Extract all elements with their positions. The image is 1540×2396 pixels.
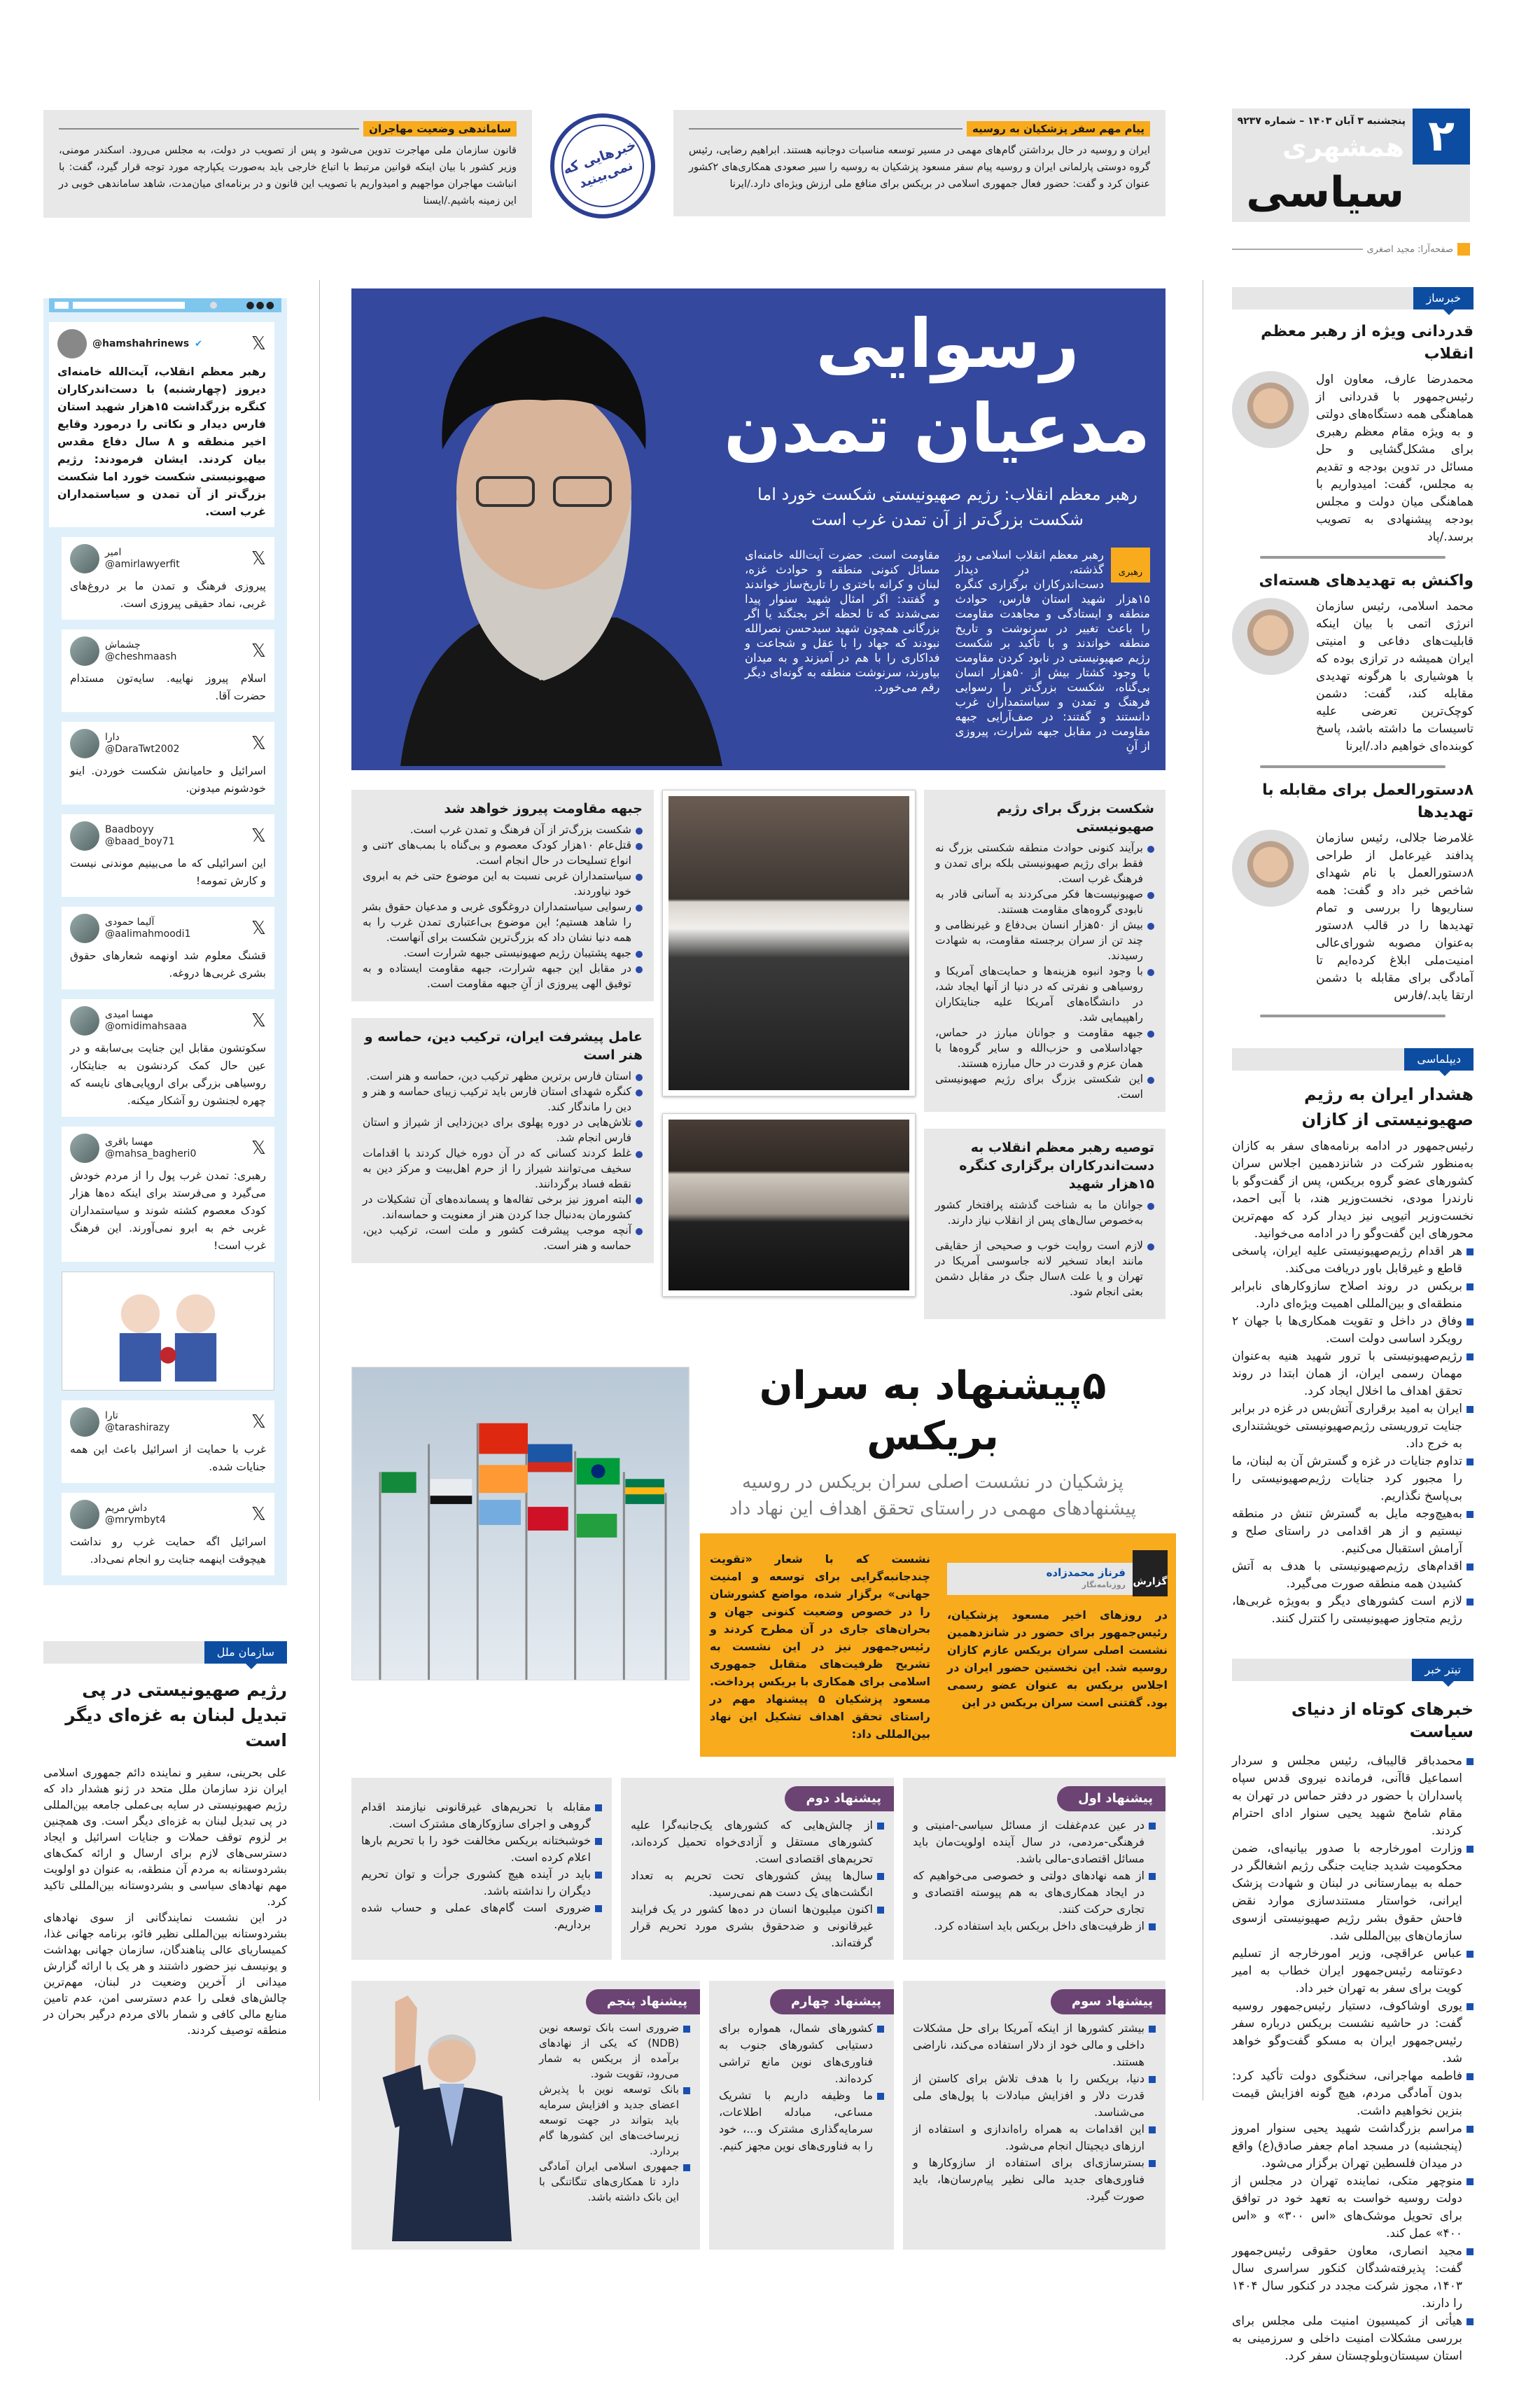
- byline: [1232, 242, 1470, 257]
- tweet-text: سکوتشون مقابل این جنایت بی‌سابقه و در عین حال کمک کردنشون به جنایتکار، روسیاهی بزرگی برای اروپایی‌های نایسه که چهره لجنشون رو آشکار میکنه.: [70, 1042, 266, 1107]
- left-column: [43, 288, 287, 2038]
- masthead: [1232, 109, 1470, 222]
- report-box: [700, 1533, 1176, 1757]
- leader-portrait: [351, 288, 729, 766]
- bullet-item: صهیونیست‌ها فکر می‌کردند به آسانی قادر به نابودی گروه‌های مقاومت هستند.: [935, 886, 1154, 917]
- tweet-handle: @omidimahsaaa: [105, 1021, 187, 1032]
- category-tag: رهبری: [1111, 548, 1150, 583]
- layout-credit: صفحه‌آرا: مجید اصغری: [1366, 244, 1453, 255]
- right-column: [1232, 287, 1474, 2396]
- section-tag: سازمان ملل: [204, 1641, 287, 1664]
- bullet-item: مراسم بزرگداشت شهید یحیی سنوار امروز (پنجشنبه) در مسجد امام جعفر صادق(ع) واقع در میدان فلسطین تهران برگزار می‌شود.: [1232, 2120, 1474, 2173]
- tweet[interactable]: [62, 1400, 274, 1483]
- x-logo-icon: 𝕏: [251, 333, 266, 354]
- bullet-item: رژیم‌صهیونیستی با ترور شهید هنیه به‌عنوان مهمان رسمی ایران، از همان ابتدا در روند تحقق اهداف ما اخلال ایجاد کرد.: [1232, 1348, 1474, 1400]
- tweet-name: امیر: [105, 547, 122, 558]
- bullet-item: استان فارس برترین مظهر ترکیب دین، حماسه و هنر است.: [363, 1068, 643, 1084]
- section-tag: خبرساز: [1413, 287, 1474, 309]
- bullet-item: وزارت امورخارجه با صدور بیانیه‌ای، ضمن محکومیت شدید جنایت جنگی رژیم اشغالگر در حمله به بیمارستانی در لبنان و شهادت پزشک ایرانی، خواستار مستندسازی موارد نقض فاحش حقوق بشر رژیم صهیونیستی ازسوی سازمان‌های بین‌المللی شد.: [1232, 1840, 1474, 1945]
- lead-subtitle: رهبر معظم انقلاب: رژیم صهیونیستی شکست خورد اما شکست بزرگ‌تر از آن تمدن غرب است: [757, 485, 1138, 529]
- bullet-item: اقدام‌های رژیم‌صهیونیستی با هدف به آتش کشیدن همه منطقه صورت می‌گیرد.: [1232, 1558, 1474, 1593]
- bullet-item: دنیا، بریکس را با هدف تلاش برای کاستن از قدرت دلار و افزایش مبادلات با پول‌های ملی می‌شناسد.: [913, 2070, 1156, 2121]
- avatar: [70, 1134, 99, 1163]
- proposal-5: [351, 1981, 700, 2250]
- tweet[interactable]: [62, 722, 274, 805]
- x-logo-icon: 𝕏: [251, 1412, 266, 1433]
- bullet-item: در عین عدم‌غفلت از مسائل سیاسی-امنیتی و فرهنگی-مردمی، در سال آینده اولویت‌مان باید مسائل اقتصادی-مالی باشد.: [913, 1817, 1156, 1867]
- bullet-item: از چالش‌هایی که کشورهای یک‌جانبه‌گرا علیه کشورهای مستقل و آزادی‌خواه تحمیل کرده‌اند، تحریم‌های اقتصادی است.: [631, 1817, 884, 1867]
- news-title: قدردانی ویژه از رهبر معظم انقلاب: [1261, 323, 1474, 363]
- tweet-name: مهسا باقری: [105, 1136, 153, 1148]
- bullet-item: فاطمه مهاجرانی، سخنگوی دولت تأکید کرد: بدون آمادگی مردم، هیچ گونه افزایش قیمت بنزین نخواهیم داشت.: [1232, 2068, 1474, 2120]
- news-item: [1232, 321, 1474, 559]
- news-title: خبرهای کوتاه از دنیای سیاست: [1291, 1699, 1474, 1741]
- box-resistance: [351, 790, 654, 1001]
- brics-section: [351, 1361, 1166, 1757]
- x-logo-icon: 𝕏: [251, 826, 266, 847]
- avatar: [70, 1407, 99, 1437]
- bullet-item: این اقدامات به همراه راه‌اندازی و استفاده از ارزهای دیجیتال انجام می‌شود.: [913, 2121, 1156, 2154]
- tweet-text: پیروزی فرهنگ و تمدن ما بر دروغ‌های غربی، نماد حقیقی پیروزی است.: [70, 580, 266, 610]
- tweet[interactable]: [62, 814, 274, 897]
- tweet-handle: @hamshahrinews: [92, 337, 190, 349]
- headline-line-1: رسوایی: [816, 305, 1079, 383]
- bullet-item: ضروری است بانک توسعه نوین (NDB) که یکی از نهادهای برآمده از بریکس به شمار می‌رود، تقویت شود.: [539, 2020, 690, 2082]
- tweet-handle: @DaraTwt2002: [105, 744, 180, 755]
- tweet-text: اسرائیل و حامیانش شکست خوردن. اینو خودشونم میدونن.: [70, 765, 266, 795]
- meeting-photo: [662, 790, 916, 1096]
- avatar: [70, 1006, 99, 1036]
- report-text-right: در روزهای اخیر مسعود پزشکیان، رئیس‌جمهور برای حضور در شانزدهمین نشست اصلی سران بریکس عازم کازان روسیه شد. این نخستین حضور ایران در اجلاس بریکس به عنوان عضو رسمی بود. گفتنی است سران بریکس در این: [947, 1608, 1168, 1709]
- tweet-main[interactable]: [49, 322, 274, 527]
- bullet-item: لازم است کشورهای دیگر و به‌ویژه غربی‌ها، رژیم متجاوز صهیونیستی را کنترل کنند.: [1232, 1593, 1474, 1628]
- proposals-row: [351, 1981, 1166, 2250]
- issue-date: پنجشنبه ۳ آبان ۱۴۰۳ – شماره ۹۲۳۷: [1237, 116, 1406, 127]
- khabarsaz-section: [1232, 287, 1474, 1017]
- news-item: [1232, 570, 1474, 768]
- bullet-item: تداوم جنایات در غزه و گسترش آن به لبنان، ما را مجبور کرد جنایات رژیم‌صهیونیستی را بی‌پاسخ نگذاریم.: [1232, 1453, 1474, 1505]
- diplomacy-section: [1232, 1048, 1474, 1628]
- bullet-item: بانک توسعه نوین با پذیرش اعضای جدید و افزایش سرمایه باید بتواند در جهت توسعه زیرساخت‌های این کشورها گام بردارد.: [539, 2082, 690, 2159]
- x-logo-icon: 𝕏: [251, 1504, 266, 1525]
- box-title: عامل پیشرفت ایران، ترکیب دین، حماسه و هنر است: [364, 1029, 643, 1063]
- box-title: جبهه مقاومت پیروز خواهد شد: [444, 801, 643, 816]
- bullet-item: سال‌ها پیش کشورهای تحت تحریم به تعداد انگشت‌های یک دست هم نمی‌رسید.: [631, 1867, 884, 1901]
- paper-logo: همشهری: [1282, 132, 1404, 162]
- bullet-item: به‌هیچ‌وجه مایل به گسترش تنش در منطقه نیستیم و از هر اقدامی در راستای صلح و آرامش استقبال می‌کنیم.: [1232, 1505, 1474, 1558]
- report-text-left: نشست که با شعار «تقویت چندجانبه‌گرایی برای توسعه و امنیت جهانی» برگزار شده، مواضع کشورشان را در خصوص وضعیت کنونی جهان و بحران‌های جاری در آن مطرح کردند و رئیس‌جمهور نیز در این نشست به تشریح ظرفیت‌های متقابل جمهوری اسلامی برای همکاری با بریکس پرداخت. مسعود پزشکیان ۵ پیشنهاد مهم در راستای تحقق اهداف تشکیل این نهاد بین‌المللی داد:: [710, 1552, 931, 1741]
- tweet[interactable]: [62, 629, 274, 712]
- author-box: [947, 1563, 1133, 1595]
- news-label: ساماندهی وضعیت مهاجران: [363, 121, 517, 137]
- author-name: فرناز محمدزاده: [1046, 1566, 1126, 1579]
- tweet-handle: @cheshmaash: [105, 651, 177, 662]
- bullet-item: شکست بزرگ‌تر از آن فرهنگ و تمدن غرب است.: [363, 822, 643, 837]
- lead-text-right: [955, 548, 1151, 753]
- browser-bar: [49, 298, 281, 312]
- news-text: محمدرضا عارف، معاون اول رئیس‌جمهور با قدردانی از هماهنگی همه دستگاه‌های دولتی و به ویژه مقام معظم رهبری برای مشکل‌گشایی و حل مسائل در تدوین بودجه و تقدیم به مجلس، گفت: امیدواریم با هماهنگی میان دولت و مجلس بودجه پیشنهادی به تصویب برسد./پاد: [1316, 372, 1474, 544]
- proposal-label: پیشنهاد اول: [1057, 1786, 1166, 1811]
- profile-photo: [1232, 830, 1309, 907]
- tweet[interactable]: [62, 1127, 274, 1262]
- box-defeat: [924, 790, 1166, 1112]
- section-title: سیاسی: [1246, 168, 1404, 217]
- bullet-item: در مقابل این جبهه شرارت، جبهه مقاومت ایستاده و به توفیق الهی پیروزی از آنِ جبهه مقاومت است.: [363, 961, 643, 991]
- lead-story: [351, 288, 1166, 770]
- section-tag: دیپلماسی: [1404, 1048, 1474, 1071]
- brics-headline: ۵پیشنهاد به سران بریکس: [759, 1363, 1107, 1459]
- bullet-item: بریکس در روند اصلاح سازوکارهای نابرابر منطقه‌ای و بین‌المللی اهمیت ویژه‌ای دارد.: [1232, 1278, 1474, 1313]
- cartoon-image: [62, 1272, 274, 1391]
- avatar: [70, 821, 99, 851]
- box-title: شکست بزرگ برای رژیم صهیونیستی: [996, 801, 1154, 835]
- box-recommendation: [924, 1129, 1166, 1319]
- proposal-label: پیشنهاد دوم: [785, 1786, 894, 1811]
- menu-dots-icon[interactable]: ●●●: [246, 300, 276, 311]
- bullet-item: هر اقدام رژیم‌صهیونیستی علیه ایران، پاسخی قاطع و غیرقابل باور دریافت می‌کند.: [1232, 1243, 1474, 1278]
- proposal-2: [621, 1778, 894, 1960]
- x-logo-icon: 𝕏: [251, 733, 266, 754]
- bullet-item: خوشبختانه بریکس مخالفت خود را با تحریم بارها اعلام کرده است.: [361, 1832, 602, 1866]
- tweet-name: Baadboyy: [105, 824, 154, 835]
- rule: [1232, 249, 1363, 250]
- news-label: پیام مهم سفر پزشکیان به روسیه: [967, 121, 1150, 137]
- meeting-photo: [662, 1113, 916, 1297]
- bullet-item: کشورهای شمال، همواره برای دستیابی کشورهای جنوب به فناوری‌های نوین مانع تراشی کرده‌اند.: [719, 2020, 884, 2087]
- top-news-right: [673, 110, 1166, 216]
- section-tag: تیتر خبر: [1412, 1659, 1474, 1681]
- proposal-label: پیشنهاد سوم: [1051, 1989, 1166, 2014]
- column-divider: [319, 280, 320, 2101]
- tweet-handle: @mahsa_bagheri0: [105, 1148, 197, 1159]
- bullet-item: لازم است روایت خوب و صحیحی از حقایقی مانند ابعاد تسخیر لانه جاسوسی آمریکا در تهران و یا علت ۸سال جنگ در مقابل دشمن بعثی انجام شود.: [935, 1238, 1154, 1300]
- avatar: [70, 544, 99, 573]
- news-title: ۸دستورالعمل برای مقابله با تهدیدها: [1262, 781, 1474, 821]
- proposal-label: پیشنهاد پنجم: [586, 1989, 700, 2014]
- headline-line-2: مدعیان تمدن: [724, 389, 1150, 468]
- bullet-item: بیشتر کشورها از اینکه آمریکا برای حل مشکلات داخلی و مالی خود از دلار استفاده می‌کند، ناراضی هستند.: [913, 2020, 1156, 2070]
- bullet-item: جمهوری اسلامی ایران آمادگی دارد تا همکاری‌های تنگاتنگی با این بانک داشته باشد.: [539, 2159, 690, 2205]
- proposal-2-continued: [351, 1778, 612, 1960]
- stamp-logo: [550, 113, 655, 218]
- separator: [1260, 765, 1446, 768]
- tweet-name: دارا: [105, 732, 120, 743]
- profile-photo: [1232, 598, 1309, 675]
- bullet-item: سیاستمداران غربی نسبت به این موضوع حتی خم به ابروی خود نیاوردند.: [363, 868, 643, 899]
- mid-section: [351, 790, 1166, 1319]
- bullet-item: رسوایی سیاستمداران دروغگوی غربی و مدعیان حقوق بشر را شاهد هستیم؛ این موضوع بی‌اعتباری تمدن غرب را به همه دنیا نشان داد که بزرگ‌ترین شکست برای آنهاست.: [363, 899, 643, 945]
- bullet-item: تلاش‌هایی در دوره پهلوی برای دین‌زدایی از شیراز و استان فارس انجام شد.: [363, 1115, 643, 1145]
- separator: [1260, 556, 1446, 559]
- tweet-handle: @tarashirazy: [105, 1422, 170, 1433]
- orange-marker-icon: [1457, 243, 1470, 256]
- x-logo-icon: 𝕏: [251, 548, 266, 569]
- report-tag: گزارش: [1133, 1550, 1168, 1596]
- tweet-handle: @baad_boy71: [105, 836, 175, 847]
- box-progress: [351, 1018, 654, 1263]
- tweet-name: داش مریم: [105, 1503, 148, 1514]
- avatar: [70, 729, 99, 758]
- president-photo: [351, 1989, 533, 2241]
- tweet-handle: @amirlawyerfit: [105, 559, 180, 570]
- avatar: [70, 914, 99, 943]
- tweet-name: آلیما حمودی: [105, 917, 155, 928]
- separator: [1260, 1015, 1446, 1017]
- tweet[interactable]: [62, 999, 274, 1117]
- bullet-item: با وجود انبوه هزینه‌ها و حمایت‌های آمریکا و روسیاهی و نفرتی که در دنیا از آنها ایجاد شد، در دانشگاه‌های آمریکا علیه جنایتکاران راهپیمایی شد.: [935, 963, 1154, 1025]
- brics-flags-photo: [351, 1367, 690, 1680]
- tweet-name: تارا: [105, 1410, 118, 1421]
- avatar: [70, 1500, 99, 1529]
- tweet-name: چشماش: [105, 639, 141, 650]
- arrow-line: [689, 128, 962, 130]
- tweet-text: رهبر معظم انقلاب، آیت‌الله خامنه‌ای دیروز (چهارشنبه) با دست‌اندرکاران کنگره بزرگداشت ۱۵هزار شهید استان فارس دیدار و نکاتی را درمورد وقایع اخیر منطقه و ۸ سال دفاع مقدس بیان کردند. ایشان فرمودند: رژیم صهیونیستی شکست خورد اما شکست بزرگ‌تر از آن تمدن و سیاستمداران غرب است.: [57, 365, 266, 518]
- profile-photo: [1232, 371, 1309, 448]
- proposals-row: [351, 1778, 1166, 1960]
- bullet-item: باید در آینده هیچ کشوری جرأت و توان تحریم دیگران را نداشته باشد.: [361, 1866, 602, 1900]
- proposal-label: پیشنهاد چهارم: [770, 1989, 894, 2014]
- bullet-item: از همه نهادهای دولتی و خصوصی می‌خواهیم که در ایجاد همکاری‌های به هم پیوسته اقتصادی و تجاری حرکت کنند.: [913, 1867, 1156, 1918]
- bullet-item: جوانان ما به شناخت گذشته پرافتخار کشور به‌خصوص سال‌های پس از انقلاب نیاز دارند.: [935, 1197, 1154, 1228]
- page-number: ۲: [1413, 109, 1470, 165]
- un-section: [43, 1641, 287, 2038]
- bullet-item: عباس عراقچی، وزیر امورخارجه از تسلیم دعوتنامه رئیس‌جمهور ایران خطاب به امیر کویت برای سفر به تهران خبر داد.: [1232, 1945, 1474, 1998]
- briefs-section: [1232, 1659, 1474, 2365]
- proposal-1: [903, 1778, 1166, 1960]
- bullet-item: ایران به امید برقراری آتش‌بس در غزه در برابر جنایت تروریستی رژیم‌صهیونیستی خویشتنداری به خرج داد.: [1232, 1400, 1474, 1453]
- x-logo-icon: 𝕏: [251, 1010, 266, 1031]
- news-text: علی بحرینی، سفیر و نماینده دائم جمهوری اسلامی ایران نزد سازمان ملل متحد در ژنو هشدار داد که رژیم صهیونیستی در سایه بی‌عملی جامعه بین‌المللی در پی تبدیل لبنان به غزه‌ای دیگر است. وی همچنین بر لزوم توقف حملات و جنایات اسرائیل و ایجاد دسترسی‌های لازم برای ارسال و ارائه کمک‌های بشردوستانه به مردم آن منطقه، به عنوان دو اولویت مهم نهادهای سیاسی و بشردوستانه بین‌المللی تاکید کرد.: [43, 1766, 287, 1908]
- bullet-item: اکنون میلیون‌ها انسان در ده‌ها کشور در یک فرایند غیرقانونی و ضدحقوق بشری مورد تحریم قرار گرفته‌اند.: [631, 1901, 884, 1951]
- news-item: [1232, 779, 1474, 1017]
- news-text: محمد اسلامی، رئیس سازمان انرژی اتمی با بیان اینکه قابلیت‌های دفاعی و امنیتی ایران همیشه در ترازی بوده که با هوشیاری با هرگونه تهدیدی مقابله کند، گفت: دشمن کوچک‌ترین تعرضی علیه تاسیسات ما داشته باشد، پاسخ کوبنده‌ای خواهیم داد./ایرنا: [1316, 599, 1474, 753]
- bullet-item: بیش از ۵۰هزار انسان بی‌دفاع و غیرنظامی و چند تن از سران برجسته مقاومت، به شهادت رسیدند.: [935, 917, 1154, 963]
- tweet-handle: @aalimahmoodi1: [105, 928, 191, 940]
- news-title: رژیم صهیونیستی در پی تبدیل لبنان به غزه‌ای دیگر است: [65, 1680, 287, 1750]
- news-title: واکنش به تهدیدهای هسته‌ای: [1259, 572, 1474, 590]
- news-text: غلامرضا جلالی، رئیس سازمان پدافند غیرعامل از طراحی ۸دستورالعمل با نام شهدای شاخص خبر داد و گفت: همه سناریوها را بررسی و تمام تهدیدها را در قالب ۸دستور به‌عنوان مصوبه شورای‌عالی امنیت‌ملی ابلاغ کرده‌ایم تا آمادگی برای مقابله با دشمن ارتقا یابد./فارس: [1316, 831, 1474, 1003]
- tweet[interactable]: [62, 537, 274, 620]
- news-title: هشدار ایران به رژیم صهیونیستی از کازان: [1301, 1085, 1474, 1129]
- news-text: ایران و روسیه در حال برداشتن گام‌های مهمی در مسیر توسعه مناسبات دوجانبه هستند. ابراهیم رضایی، رئیس گروه دوستی پارلمانی ایران و روسیه پیام سفر مسعود پزشکیان به روسیه را سیر صعودی همکاری‌های ۲کشور عنوان کرد و گفت: حضور فعال جمهوری اسلامی در بریکس برای منافع ملی ارزش ویژه‌ای دارد./ایرنا: [689, 145, 1150, 190]
- stamp-text: خبرهایی که نمی‌بینید: [550, 113, 655, 218]
- news-text: در این نشست نمایندگانی از سوی نهادهای بشردوستانه بین‌المللی نظیر فائو، برنامه جهانی غذا، کمیساریای عالی پناهندگان، سازمان جهانی بهداشت و یونیسف نیز حضور داشتند و هر یک با ارائه گزارش میدانی از آخرین وضعیت در لبنان، مهم‌ترین چالش‌های فعلی را عدم دسترسی امن، عدم تامین منابع مالی کافی و شمار بالای مردم درگیر بحران در منطقه توصیف کردند.: [43, 1911, 287, 2037]
- x-logo-icon: 𝕏: [251, 918, 266, 939]
- lead-text-left: مقاومت است. حضرت آیت‌الله خامنه‌ای مسائل کنونی منطقه و حوادث غزه، لبنان و کرانه باختری را تاریخ‌ساز خواندند و گفتند: اگر امثال شهید سنوار پیدا نمی‌شدند که تا لحظه آخر بجنگند یا اگر بزرگانی همچون شهید سیدحسن نصرالله نبودند که جهاد را با عقل و شجاعت و فداکاری را با هم در آمیزند و به میدان بیاورند، سرنوشت منطقه به گونه‌ای دیگر رقم می‌خورد.: [745, 548, 940, 694]
- bullet-item: یوری اوشاکوف، دستیار رئیس‌جمهور روسیه گفت: در حاشیه نشست بریکس درباره سفر رئیس‌جمهور ایران به مسکو گفت‌وگو خواهد شد.: [1232, 1998, 1474, 2068]
- bullet-item: غلط کردند کسانی که در آن دوره خیال کردند با اقدامات سخیف می‌توانند شیراز را از حرم اهل‌بیت و مرکز دین به نقطه فساد برگردانند.: [363, 1145, 643, 1192]
- middle-column: [351, 288, 1166, 2250]
- bullet-item: آنچه موجب پیشرفت کشور و ملت است، ترکیب دین، حماسه و هنر است.: [363, 1223, 643, 1253]
- bullet-item: محمدباقر قالیباف، رئیس مجلس و سردار اسماعیل قاآنی، فرمانده نیروی قدس سپاه پاسداران با حضور در دفتر حماس در تهران به مقام شامخ شهید یحیی سنوار ادای احترام کردند.: [1232, 1753, 1474, 1840]
- tweet-text: غرب با حمایت از اسرائیل باعث این همه جنایات شده.: [70, 1443, 266, 1473]
- proposal-3: [903, 1981, 1166, 2250]
- bullet-item: هیأتی از کمیسیون امنیت ملی مجلس برای بررسی مشکلات امنیت داخلی و سرزمینی به استان سیستان‌وبلوچستان سفر کرد.: [1232, 2313, 1474, 2365]
- box-title: توصیه رهبر معظم انقلاب به دست‌اندرکاران برگزاری کنگره ۱۵هزار شهید: [959, 1140, 1154, 1192]
- news-text: قانون سازمان ملی مهاجرت تدوین می‌شود و پس از تصویب در دولت، به مجلس می‌رود. اسکندر مومنی، وزیر کشور با بیان اینکه قوانین مرتبط با اتباع خارجی باید به‌صورت یکپارچه مورد توجه قرار گیرد، گفت: با انباشت مهاجران مواجهیم و امیدواریم با تصویب این قانون و در برنامه‌ای میان‌مدت، شاهد ساماندهی خوبی در این زمینه باشیم./ایسنا: [59, 145, 517, 207]
- tweet-text: قشنگ معلوم شد اونهمه شعارهای حقوق بشری غربی‌ها دروغه.: [70, 949, 266, 980]
- bullet-item: بسترسازی‌ای برای استفاده از سازوکارها و فناوری‌های جدید مالی نظیر پیام‌رسان‌ها، باید صورت گیرد.: [913, 2154, 1156, 2205]
- bullet-item: این شکستی بزرگ برای رژیم صهیونیستی است.: [935, 1071, 1154, 1102]
- brics-subtitle: پزشکیان در نشست اصلی سران بریکس در روسیه پیشنهادهای مهمی در راستای تحقق اهداف این نهاد داد: [729, 1472, 1137, 1519]
- bullet-item: مقابله با تحریم‌های غیرقانونی نیازمند اقدام گروهی و اجرای سازوکارهای مشترک است.: [361, 1799, 602, 1832]
- x-logo-icon: 𝕏: [251, 1138, 266, 1159]
- tweet-text: اسرائیل اگه حمایت غرب رو نداشت هیچوقت اینهمه جنایت رو انجام نمی‌داد.: [70, 1535, 266, 1566]
- tweet-text: رهبری: تمدن غرب پول را از مردم خودش می‌گیرد و می‌فرستد برای اینکه ده‌ها هزار کودک معصوم کشته شوند و سیاستمداران غربی خم به ابرو نمی‌آورند. این فرهنگ غرب است!: [70, 1169, 266, 1252]
- verified-icon: ✔: [195, 338, 203, 349]
- author-role: روزنامه‌نگار: [1082, 1580, 1126, 1589]
- tweet-text: این اسرائیلی که ما می‌بینیم موندنی نیست و کارش تمومه!: [70, 857, 266, 887]
- bullet-item: مجید انصاری، معاون حقوقی رئیس‌جمهور گفت: پذیرفته‌شدگان کنکور سراسری سال ۱۴۰۳، مجوز شرکت مجدد در کنکور سال ۱۴۰۴ را دارند.: [1232, 2243, 1474, 2313]
- bullet-item: کنگره شهدای استان فارس باید ترکیب زیبای حماسه و هنر و دین را ماندگار کند.: [363, 1084, 643, 1115]
- bullet-item: وفاق در داخل و تقویت همکاری‌ها با جهان ۲ رویکرد اساسی دولت است.: [1232, 1313, 1474, 1348]
- bullet-item: البته امروز نیز برخی تفاله‌ها و پسمانده‌های آن تشکیلات در کشورمان به‌دنبال جدا کردن هنر از معنویت و حماسه‌اند.: [363, 1192, 643, 1223]
- bullet-item: قتل‌عام ۱۰هزار کودک معصوم و بی‌گناه با بمب‌های ۲تنی و انواع تسلیحات در حال انجام است.: [363, 837, 643, 868]
- tweet[interactable]: [62, 1493, 274, 1575]
- bullet-item: جبهه پشتیبان رژیم صهیونیستی جبهه شرارت است.: [363, 945, 643, 961]
- bullet-item: ضروری است گام‌های عملی و حساب شده برداریم.: [361, 1900, 602, 1933]
- top-news-left: [43, 110, 532, 218]
- news-intro: رئیس‌جمهور در ادامه برنامه‌های سفر به کازان به‌منظور شرکت در شانزدهمین اجلاس سران کشورهای عضو گروه بریکس، پس از گفت‌وگو با نارندرا مودی، نخست‌وزیر هند، با آبی احمد، نخست‌وزیر اتیوپی نیز دیدار کرد که مهم‌ترین محورهای این گفت‌وگو را در ادامه می‌خوانید.: [1232, 1139, 1474, 1241]
- tweet-name: مهسا امیدی: [105, 1009, 154, 1020]
- social-feed: [43, 298, 287, 1585]
- avatar: [70, 636, 99, 666]
- bullet-item: ما وظیفه داریم با تشریک مساعی، مبادله اطلاعات، سرمایه‌گذاری مشترک و...، خود را به فناوری‌های نوین مجهز کنیم.: [719, 2087, 884, 2154]
- bullet-item: از ظرفیت‌های داخل بریکس باید استفاده کرد.: [913, 1918, 1156, 1935]
- tweet[interactable]: [62, 907, 274, 989]
- avatar: [57, 329, 87, 358]
- bullet-item: برآیند کنونی حوادث منطقه شکستی بزرگ نه فقط برای رژیم صهیونیستی بلکه برای تمدن و فرهنگ غرب است.: [935, 840, 1154, 886]
- lead-body: رهبر معظم انقلاب اسلامی روز گذشته، در دیدار دست‌اندرکاران برگزاری کنگره ۱۵هزار شهید استان فارس، حوادث منطقه و ایستادگی و مجاهدت مقاومت را باعث تغییر در سرنوشت و تاریخ منطقه خواندند و با تأکید بر شکست رژیم صهیونیستی در نابود کردن مقاومت با وجود کشتار بیش از ۵۰هزار انسان بی‌گناه، شکست بزرگ‌تر را رسوایی فرهنگ و تمدن و سیاستمداران غرب دانستند و گفتند: در صف‌آرایی جبهه مقاومت در مقابل جبهه شرارت، پیروزی از آنِ: [955, 548, 1150, 753]
- tweet-text: اسلام پیروز نهاییه. سایه‌تون مستدام حضرت آقا.: [70, 672, 266, 702]
- bullet-item: منوچهر متکی، نماینده تهران در مجلس از دولت روسیه خواست به تعهد خود در توافق برای تحویل موشک‌های «اس ۳۰۰» و «اس ۴۰۰» عمل کند.: [1232, 2173, 1474, 2243]
- proposal-4: [709, 1981, 894, 2250]
- x-logo-icon: 𝕏: [251, 641, 266, 662]
- arrow-line: [59, 128, 359, 130]
- tweet-handle: @mrymbyt4: [105, 1514, 166, 1526]
- bullet-item: جبهه مقاومت و جوانان مبارز در حماس، جهاداسلامی و حزب‌الله و سایر گروه‌ها با همان عزم و قدرت در حال مبارزه هستند.: [935, 1025, 1154, 1071]
